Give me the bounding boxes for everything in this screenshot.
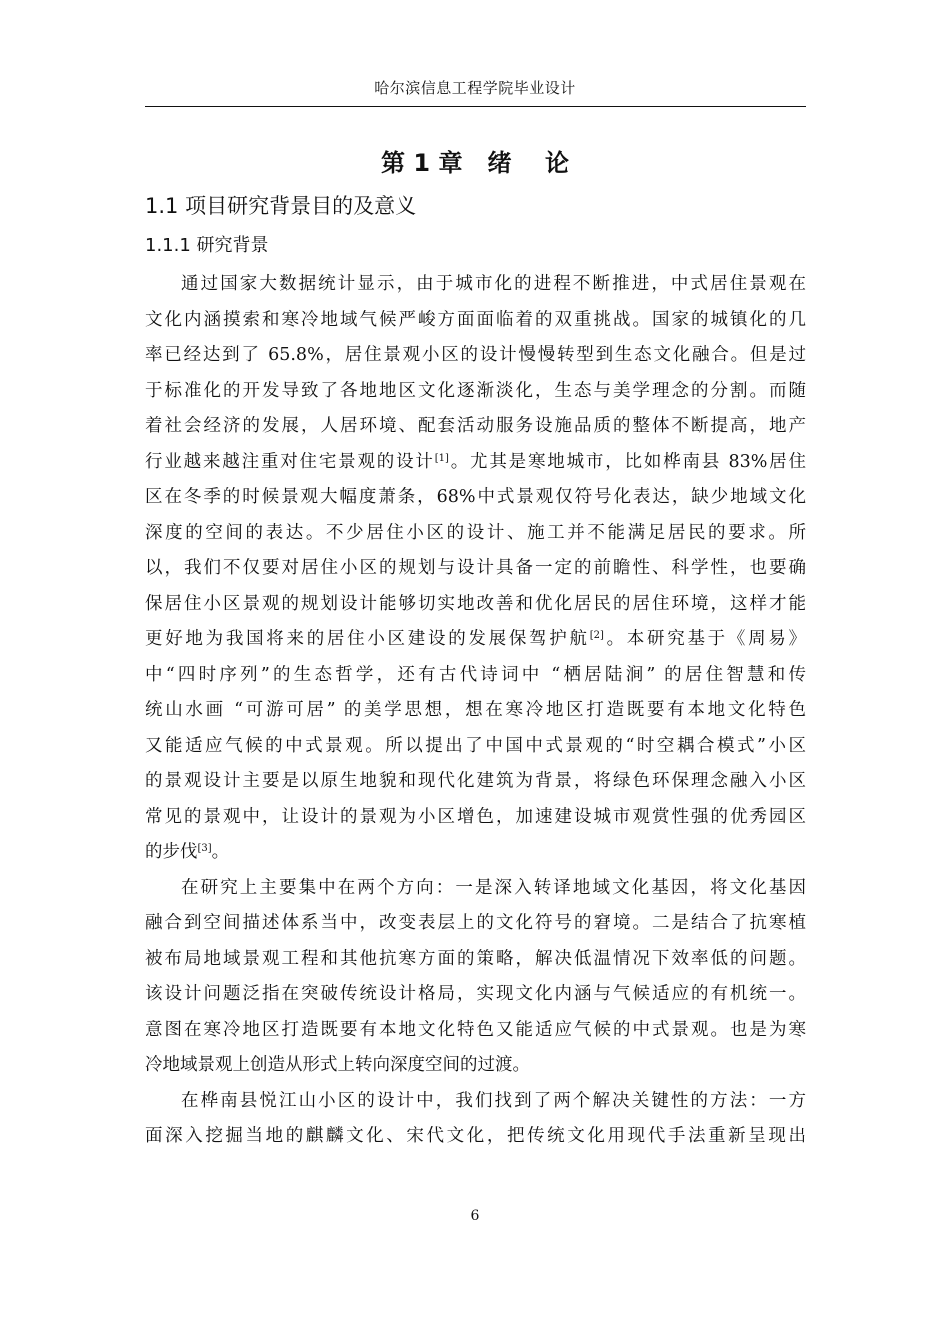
- body-text: [145, 267, 806, 1155]
- text-line: 在研究上主要集中在两个方向：一是深入转译地域文化基因，将文化基因: [181, 877, 806, 898]
- text-line: 被布局地域景观工程和其他抗寒方面的策略，解决低温情况下效率低的问题。: [145, 948, 806, 969]
- paragraph: [145, 267, 806, 871]
- page-header: 哈尔滨信息工程学院毕业设计: [374, 79, 576, 97]
- text-line: 意图在寒冷地区打造既要有本地文化特色又能适应气候的中式景观。也是为寒: [145, 1019, 806, 1040]
- text-line: 文化内涵摸索和寒冷地域气候严峻方面面临着的双重挑战。国家的城镇化的几: [145, 309, 806, 330]
- text-line: 的步伐[3]。: [145, 842, 230, 862]
- text-line: 融合到空间描述体系当中，改变表层上的文化符号的窘境。二是结合了抗寒植: [145, 913, 806, 933]
- text-line: 中“四时序列”的生态哲学，还有古代诗词中 “栖居陆涧” 的居住智慧和传: [145, 664, 806, 685]
- text-line: 统山水画 “可游可居” 的美学思想，想在寒冷地区打造既要有本地文化特色: [145, 700, 806, 720]
- text-line: 更好地为我国将来的居住小区建设的发展保驾护航[2]。本研究基于《周易》: [145, 629, 807, 649]
- header-rule: [145, 106, 806, 107]
- text-line: 在桦南县悦江山小区的设计中，我们找到了两个解决关键性的方法：一方: [181, 1090, 806, 1111]
- paragraph: [145, 871, 806, 1084]
- text-line: 面深入挖掘当地的麒麟文化、宋代文化，把传统文化用现代手法重新呈现出: [145, 1126, 806, 1146]
- chapter-title: 第 1 章 绪 论: [381, 149, 569, 177]
- text-line: 着社会经济的发展，人居环境、配套活动服务设施品质的整体不断提高，地产: [145, 416, 806, 436]
- text-line: 于标准化的开发导致了各地地区文化逐渐淡化，生态与美学理念的分割。而随: [145, 380, 806, 401]
- text-line: 率已经达到了 65.8%，居住景观小区的设计慢慢转型到生态文化融合。但是过: [145, 345, 806, 365]
- citation-marker: [2]: [589, 630, 604, 641]
- text-line: 常见的景观中，让设计的景观为小区增色，加速建设城市观赏性强的优秀园区: [145, 806, 806, 827]
- text-line: 深度的空间的表达。不少居住小区的设计、施工并不能满足居民的要求。所: [145, 522, 806, 543]
- citation-marker: [3]: [197, 843, 212, 854]
- text-line: 保居住小区景观的规划设计能够切实地改善和优化居民的居住环境，这样才能: [145, 593, 806, 614]
- text-line: 以，我们不仅要对居住小区的规划与设计具备一定的前瞻性、科学性，也要确: [145, 558, 806, 578]
- text-line: 又能适应气候的中式景观。所以提出了中国中式景观的“时空耦合模式”小区: [145, 735, 806, 756]
- text-line: 行业越来越注重对住宅景观的设计[1]。尤其是寒地城市，比如桦南县 83%居住: [145, 451, 806, 472]
- text-line: 该设计问题泛指在突破传统设计格局，实现文化内涵与气候适应的有机统一。: [145, 984, 806, 1004]
- section-title: 1.1 项目研究背景目的及意义: [145, 194, 417, 218]
- text-line: 冷地域景观上创造从形式上转向深度空间的过渡。: [145, 1055, 530, 1075]
- page-number: 6: [470, 1208, 480, 1224]
- citation-marker: [1]: [434, 452, 449, 464]
- paragraph: [145, 1084, 806, 1155]
- subsection-title: 1.1.1 研究背景: [145, 235, 269, 256]
- text-line: 的景观设计主要是以原生地貌和现代化建筑为背景，将绿色环保理念融入小区: [145, 771, 806, 791]
- text-line: 通过国家大数据统计显示，由于城市化的进程不断推进，中式居住景观在: [181, 274, 806, 294]
- text-line: 区在冬季的时候景观大幅度萧条，68%中式景观仅符号化表达，缺少地域文化: [145, 487, 806, 507]
